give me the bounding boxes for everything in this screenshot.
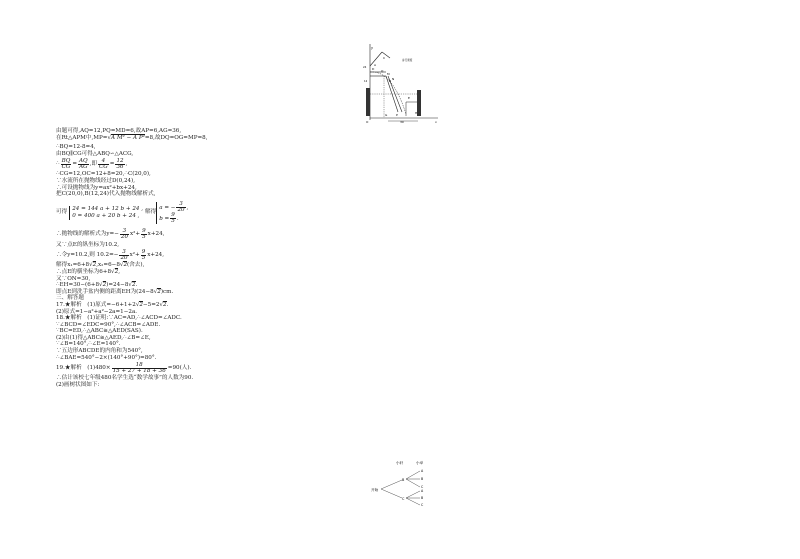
solution-line: (2)画树状图如下: <box>56 381 100 388</box>
solution-line: ∴可设抛物线为y=ax²+bx+24, <box>56 184 137 191</box>
solution-line: 把C(20,0),B(12,24)代入抛物线解析式, <box>56 191 156 198</box>
solution-line: 解得x₁=6+8√2,x₂=6−8√2(舍去), <box>56 262 145 269</box>
fig-label-E: E <box>408 96 410 100</box>
fig-label-M: M <box>387 72 390 76</box>
solution-line: (2)由(1)得△ABC≅△AED,∴∠B=∠E, <box>56 334 151 341</box>
tree-first-C: C <box>402 497 405 501</box>
fig-label-title: 步行速度 <box>402 59 413 62</box>
section-heading: 三、解答题 <box>56 295 84 302</box>
washbasin-parabola-figure <box>362 42 442 124</box>
fig-label-y: y <box>371 46 374 50</box>
solution-line: ∴BQ=12-8=4, <box>56 144 96 151</box>
tree-second-B: B <box>421 496 424 500</box>
solution-line: ∴CG=12,OC=12+8=20,∴C(20,0), <box>56 171 151 178</box>
tree-start: 开始 <box>371 488 379 492</box>
fig-label-O: O <box>366 120 369 124</box>
solution-line: ∵∠BCD=∠EDC=90°,∴∠ACB=∠ADE. <box>56 321 161 328</box>
fig-label-D: D <box>372 67 375 71</box>
solution-line: 由BQ∥CG可得△ABQ∽△ACG, <box>56 150 134 157</box>
fig-label-G: G <box>385 113 388 117</box>
tree-diagram <box>370 458 442 510</box>
tree-second-A: A <box>421 489 424 493</box>
solution-line: (2)原式=1−a²+a²−2a=1−2a. <box>56 308 138 315</box>
fig-label-30: 30 <box>400 120 404 124</box>
solution-line: 在Rt△APM中,MP=√A M² − A P²=8,故DQ=OG=MP=8, <box>56 134 208 141</box>
fig-label-24: 24 <box>363 66 367 69</box>
solution-line: ∵BC=ED,∴△ABC≅△AED(SAS). <box>56 328 143 335</box>
fig-label-A: A <box>374 63 377 67</box>
solution-line: 18.★解析 (1)证明:∵AC=AD,∴∠ACD=∠ADC. <box>56 315 182 322</box>
tree-second-B: B <box>421 477 424 481</box>
tree-second-C: C <box>421 485 424 489</box>
substitution-line: ∴令y=10.2,则 10.2=− $\frac{3}{20}$ x²+ $\frac{9}{5}$ x+24, <box>56 248 164 261</box>
fig-label-H: H <box>415 111 418 115</box>
fig-label-12: 12 <box>364 80 368 83</box>
tree-second-C: C <box>421 503 424 507</box>
tree-second-A: A <box>421 469 424 473</box>
solution-line: ∵∠B=140°,∴∠E=140°. <box>56 341 121 348</box>
solution-line: ∴∠BAE=540°−2×(140°+90°)=80°. <box>56 354 157 361</box>
solution-line: 即点E到洗手盆内侧的距离EH为(24−8√2)cm. <box>56 288 174 295</box>
solution-line: ∴估计该校七年级480名学生选“数学故事”的人数为90. <box>56 375 194 382</box>
solution-text <box>56 128 386 388</box>
solution-line: 又∵点E的纵坐标为10.2, <box>56 241 120 248</box>
solution-line: ∴EH=30−(6+8√2)=24−8√2. <box>56 282 138 289</box>
parabola-expression: ∴抛物线的解析式为y=− $\frac{3}{20}$ x²+ $\frac{9}{5}$ x+24, <box>56 228 165 241</box>
solution-line: 17.★解析 (1)原式=−6+1+2√2−5=2√2. <box>56 301 169 308</box>
fig-label-N: N <box>392 77 395 81</box>
fig-label-P: P <box>396 113 398 117</box>
solution-line: 由题可得,AQ=12,PQ=MD=6,故AP=6,AG=36, <box>56 128 182 134</box>
equation-system: 可得 24 = 144 a + 12 b + 24 , 0 = 400 a + 20 b + 24 , 解得 a = − $\frac{3}{20}$ , b = $\frac{9}{5}$ . <box>56 200 189 224</box>
solution-line: 又∵ON=30, <box>56 275 91 282</box>
similar-triangle-ratio: ∴ $\frac{BQ}{CG}$ = $\frac{AQ}{AG}$ ,即 $\frac{4}{CG}$ = $\frac{12}{36}$ , <box>56 157 128 170</box>
solution-line: ∵五边形ABCDE的内角和为540°, <box>56 348 143 355</box>
solution-line: ∵水流所在抛物线经过D(0,24), <box>56 177 136 184</box>
fig-label-C: C <box>383 56 386 60</box>
fig-label-Q: Q <box>381 69 384 73</box>
tree-header-2: 小举 <box>416 461 424 465</box>
fig-label-B: B <box>389 79 392 83</box>
solution-line: ∴点E的横坐标为6+8√2, <box>56 268 120 275</box>
probability-calc: 19.★解析 (1)480× $\frac{18}{15 + 27 + 18 + 36}$ =90(人). <box>56 361 192 374</box>
tree-header-1: 小轩 <box>396 461 404 465</box>
fig-label-x: x <box>435 120 437 124</box>
tree-first-B: B <box>402 478 405 482</box>
